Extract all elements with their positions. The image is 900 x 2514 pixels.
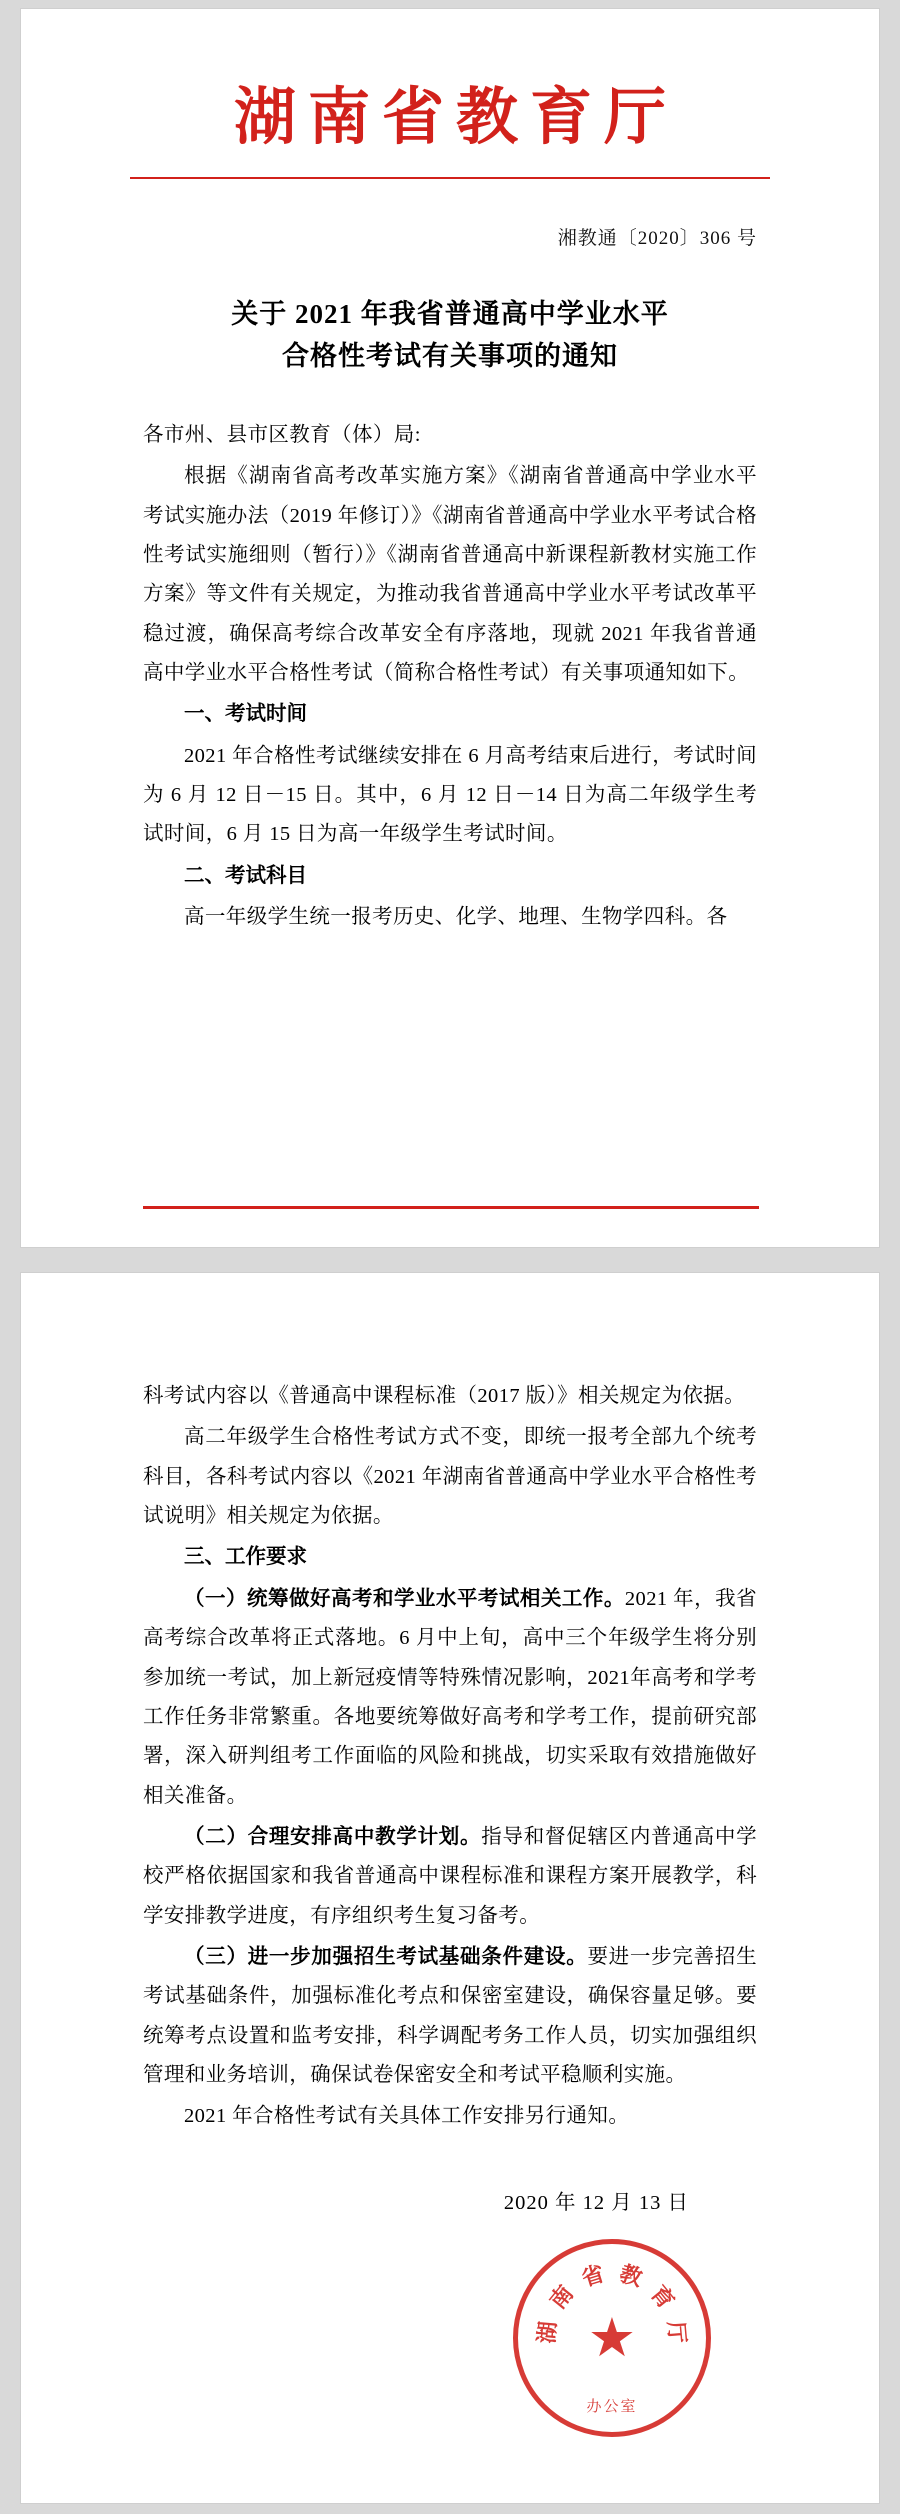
body-page-1 xyxy=(21,416,879,938)
section-2-paragraph-part-3: 高二年级学生合格性考试方式不变，即统一报考全部九个统考科目，各科考试内容以《2021 年湖南省普通高中学业水平合格性考试说明》相关规定为依据。 xyxy=(143,1426,757,1528)
page-title xyxy=(21,294,879,378)
requirement-item-2-lead: （二）合理安排高中教学计划。 xyxy=(184,1825,482,1848)
document-page-2 xyxy=(20,1272,880,2504)
addressee: 各市州、县市区教育（体）局: xyxy=(143,423,421,446)
requirement-item-1-lead: （一）统筹做好高考和学业水平考试相关工作。 xyxy=(184,1587,625,1610)
seal-arc-char: 湖 xyxy=(533,2320,562,2345)
requirement-item-3-lead: （三）进一步加强招生考试基础条件建设。 xyxy=(184,1946,588,1969)
requirement-item-2 xyxy=(143,1818,757,1936)
document-number: 湘教通〔2020〕306 号 xyxy=(557,228,757,250)
seal-arc-char: 育 xyxy=(645,2280,680,2315)
issuing-organization: 湖南省教育厅 xyxy=(233,80,678,153)
requirement-item-3 xyxy=(143,1938,757,2095)
section-2-paragraph-part-2: 科考试内容以《普通高中课程标准（2017 版）》相关规定为依据。 xyxy=(143,1385,746,1407)
seal-arc-char: 教 xyxy=(616,2260,646,2292)
section-3-heading: 三、工作要求 xyxy=(184,1546,307,1569)
seal-arc-char: 省 xyxy=(578,2260,608,2292)
requirement-item-1 xyxy=(143,1580,757,1816)
page-title-line-2: 合格性考试有关事项的通知 xyxy=(282,341,618,372)
closing-paragraph: 2021 年合格性考试有关具体工作安排另行通知。 xyxy=(184,2105,630,2128)
requirement-item-3-text: 要进一步完善招生考试基础条件，加强标准化考点和保密室建设，确保容量足够。要统筹考点设置和监考安排，科学调配考务工作人员，切实加强组织管理和业务培训，确保试卷保密安全和考试平稳顺利实施。 xyxy=(143,1946,757,2087)
body-page-2 xyxy=(21,1377,879,2137)
page-1-footer-rule xyxy=(143,1206,759,1209)
section-1-paragraph: 2021 年合格性考试继续安排在 6 月高考结束后进行，考试时间为 6 月 12 日－15 日。其中，6 月 12 日－14 日为高二年级学生考试时间，6 月 15 日为高一年级学生考试时间。 xyxy=(143,744,757,846)
section-2-paragraph-part-1: 高一年级学生统一报考历史、化学、地理、生物学四科。各 xyxy=(184,906,728,929)
seal-arc-char: 厅 xyxy=(662,2320,691,2345)
page-separator xyxy=(0,1248,900,1272)
masthead xyxy=(21,9,879,151)
requirement-item-2-text: 指导和督促辖区内普通高中学校严格依据国家和我省普通高中课程标准和课程方案开展教学，科学安排教学进度，有序组织考生复习备考。 xyxy=(143,1825,757,1927)
requirement-item-1-text: 2021 年，我省高考综合改革将正式落地。6 月中上旬，高中三个年级学生将分别参加统一考试，加上新冠疫情等特殊情况影响，2021年高考和学考工作任务非常繁重。各地要统筹做好高考和学考工作，提前研究部署，深入研判组考工作面临的风险和挑战，切实采取有效措施做好相关准备。 xyxy=(143,1587,757,1807)
star-icon: ★ xyxy=(587,2308,637,2368)
official-seal xyxy=(513,2239,711,2437)
seal-bottom-text: 办公室 xyxy=(586,2399,638,2415)
signature-date: 2020 年 12 月 13 日 xyxy=(503,2191,689,2214)
section-2-heading: 二、考试科目 xyxy=(184,864,307,887)
document-canvas xyxy=(0,8,900,2504)
section-1-heading: 一、考试时间 xyxy=(184,703,307,726)
seal-arc-text xyxy=(518,2244,706,2432)
seal-arc-char: 南 xyxy=(544,2280,579,2315)
page-title-line-1: 关于 2021 年我省普通高中学业水平 xyxy=(231,299,669,330)
paragraph-basis: 根据《湖南省高考改革实施方案》《湖南省普通高中学业水平考试实施办法（2019 年修订）》《湖南省普通高中学业水平考试合格性考试实施细则（暂行）》《湖南省普通高中新课程新教材实施工作方案》等文件有关规定，为推动我省普通高中学业水平考试改革平稳过渡，确保高考综合改革安全有序落地，现就 2021 年我省普通高中学业水平合格性考试（简称合格性考试）有关事项通知如下。 xyxy=(143,465,757,685)
document-page-1 xyxy=(20,8,880,1248)
